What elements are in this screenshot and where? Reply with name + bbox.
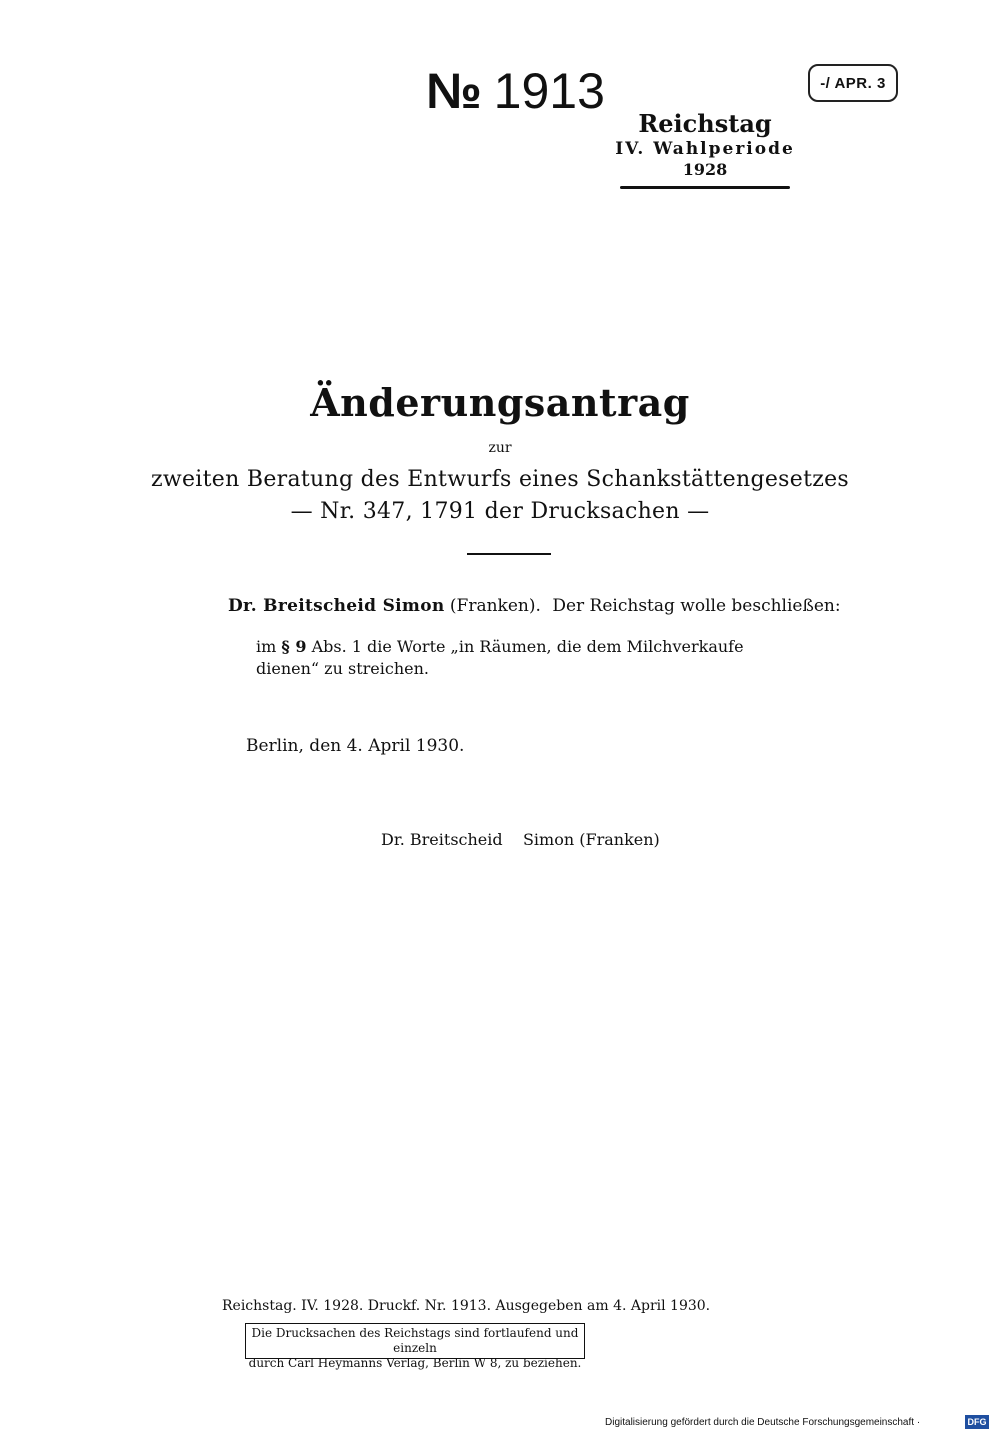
reichstag-label: Reichstag xyxy=(638,109,772,138)
footer-notice-line-2: durch Carl Heymanns Verlag, Berlin W 8, zu beziehen. xyxy=(248,1356,582,1370)
date-stamp: -/ APR. 3 xyxy=(808,64,898,102)
page-title: Änderungsantrag xyxy=(310,380,690,425)
subtitle-line-2: — Nr. 347, 1791 der Drucksachen — xyxy=(290,499,710,524)
dfg-logo-icon: DFG xyxy=(965,1415,989,1429)
signature: Dr. Breitscheid Simon (Franken) xyxy=(381,830,660,849)
subtitle-line-1: zweiten Beratung des Entwurfs eines Schankstättengesetzes xyxy=(150,467,850,492)
motion-text xyxy=(256,636,801,680)
footer-notice-box xyxy=(245,1323,585,1370)
year-label: 1928 xyxy=(682,160,728,179)
title-divider xyxy=(467,553,551,555)
motion-text-rest: Abs. 1 die Worte „in Räumen, die dem Milchverkaufe dienen“ zu streichen. xyxy=(256,637,744,678)
motion-text-prefix: im xyxy=(256,637,277,656)
motion-authors-suffix: (Franken). xyxy=(449,596,541,616)
motion-resolution: Der Reichstag wolle beschließen: xyxy=(552,596,841,616)
numero-sign: № xyxy=(426,63,480,119)
period-label: IV. Wahlperiode xyxy=(615,139,795,159)
digitization-note: Digitalisierung gefördert durch die Deutsche Forschungsgemeinschaft · xyxy=(605,1417,921,1428)
reichstag-header xyxy=(615,110,795,180)
motion-authors: Dr. Breitscheid Simon xyxy=(228,596,445,616)
motion-intro xyxy=(228,596,841,616)
header-rule xyxy=(620,186,790,189)
paragraph-reference: § 9 xyxy=(281,637,307,656)
date-line: Berlin, den 4. April 1930. xyxy=(246,736,465,756)
title-connector: zur xyxy=(488,440,512,456)
document-number xyxy=(426,62,605,120)
footer-notice-line-1: Die Drucksachen des Reichstags sind fortlaufend und einzeln xyxy=(251,1326,579,1355)
document-number-value: 1913 xyxy=(493,63,605,119)
footer-line: Reichstag. IV. 1928. Druckf. Nr. 1913. Ausgegeben am 4. April 1930. xyxy=(222,1298,711,1314)
